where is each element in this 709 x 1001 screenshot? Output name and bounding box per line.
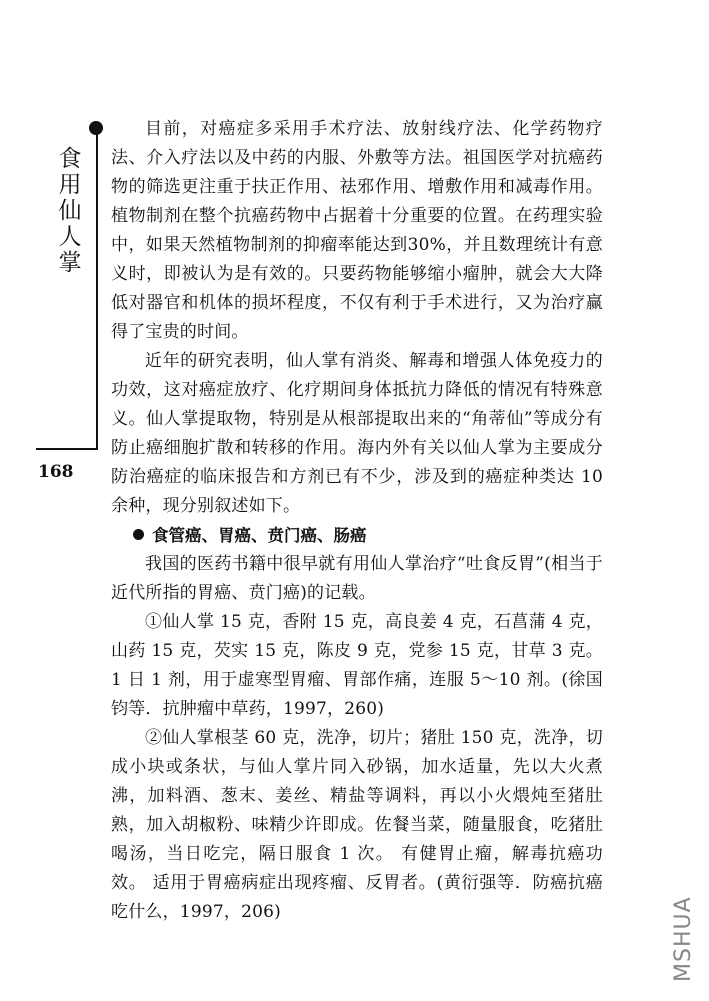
margin-vertical-rule [96, 128, 98, 449]
paragraph-2: 近年的研究表明，仙人掌有消炎、解毒和增强人体免疫力的功效，这对癌症放疗、化疗期间身体抵抗力降低的情况有特殊意义。仙人掌提取物，特别是从根部提取出来的“角蒂仙”等成分有防止癌细胞扩散和转移的作用。海内外有关以仙人掌为主要成分防治癌症的临床报告和方剂已有不少，涉及到的癌症种类达 10 余种，现分别叙述如下。 [111, 351, 603, 516]
margin-horizontal-rule [36, 448, 98, 450]
watermark: MSHUA [671, 896, 696, 982]
bullet-icon [133, 529, 144, 540]
section-heading-text: 食管癌、胃癌、贲门癌、肠癌 [152, 526, 367, 545]
recipe-1: ①仙人掌 15 克，香附 15 克，高良姜 4 克，石菖蒲 4 克，山药 15 克，芡实 15 克，陈皮 9 克，党参 15 克，甘草 3 克。1 日 1 剂，用于虚寒型胃瘤、胃部作痛，连服 5～10 剂。(徐国钧等．抗肿瘤中草药，1997，260) [111, 612, 603, 719]
section-heading [111, 521, 603, 550]
section-paragraph-1: 我国的医药书籍中很早就有用仙人掌治疗“吐食反胃”(相当于近代所指的胃癌、贲门癌)的记载。 [111, 554, 603, 603]
paragraph-1: 目前，对癌症多采用手术疗法、放射线疗法、化学药物疗法、介入疗法以及中药的内服、外敷等方法。祖国医学对抗癌药物的筛选更注重于扶正作用、祛邪作用、增敷作用和减毒作用。植物制剂在整个抗癌药物中占据着十分重要的位置。在药理实验中，如果天然植物制剂的抑瘤率能达到30%，并且数理统计有意义时，即被认为是有效的。只要药物能够缩小瘤肿，就会大大降低对器官和机体的损坏程度，不仅有利于手术进行，又为治疗赢得了宝贵的时间。 [111, 119, 603, 342]
running-title: 食用仙人掌 [58, 146, 82, 276]
page-number: 168 [38, 462, 74, 482]
body-text [111, 115, 603, 927]
recipe-2: ②仙人掌根茎 60 克，洗净，切片；猪肚 150 克，洗净，切成小块或条状，与仙人掌片同入砂锅，加水适量，先以大火煮沸，加料酒、葱末、姜丝、精盐等调料，再以小火煨炖至猪肚熟，加入胡椒粉、味精少许即成。佐餐当菜，随量服食，吃猪肚喝汤，当日吃完，隔日服食 1 次。 有健胃止瘤，解毒抗癌功效。 适用于胃癌病症出现疼瘤、反胃者。(黄衍强等．防癌抗癌吃什么，1997，206) [111, 728, 603, 922]
